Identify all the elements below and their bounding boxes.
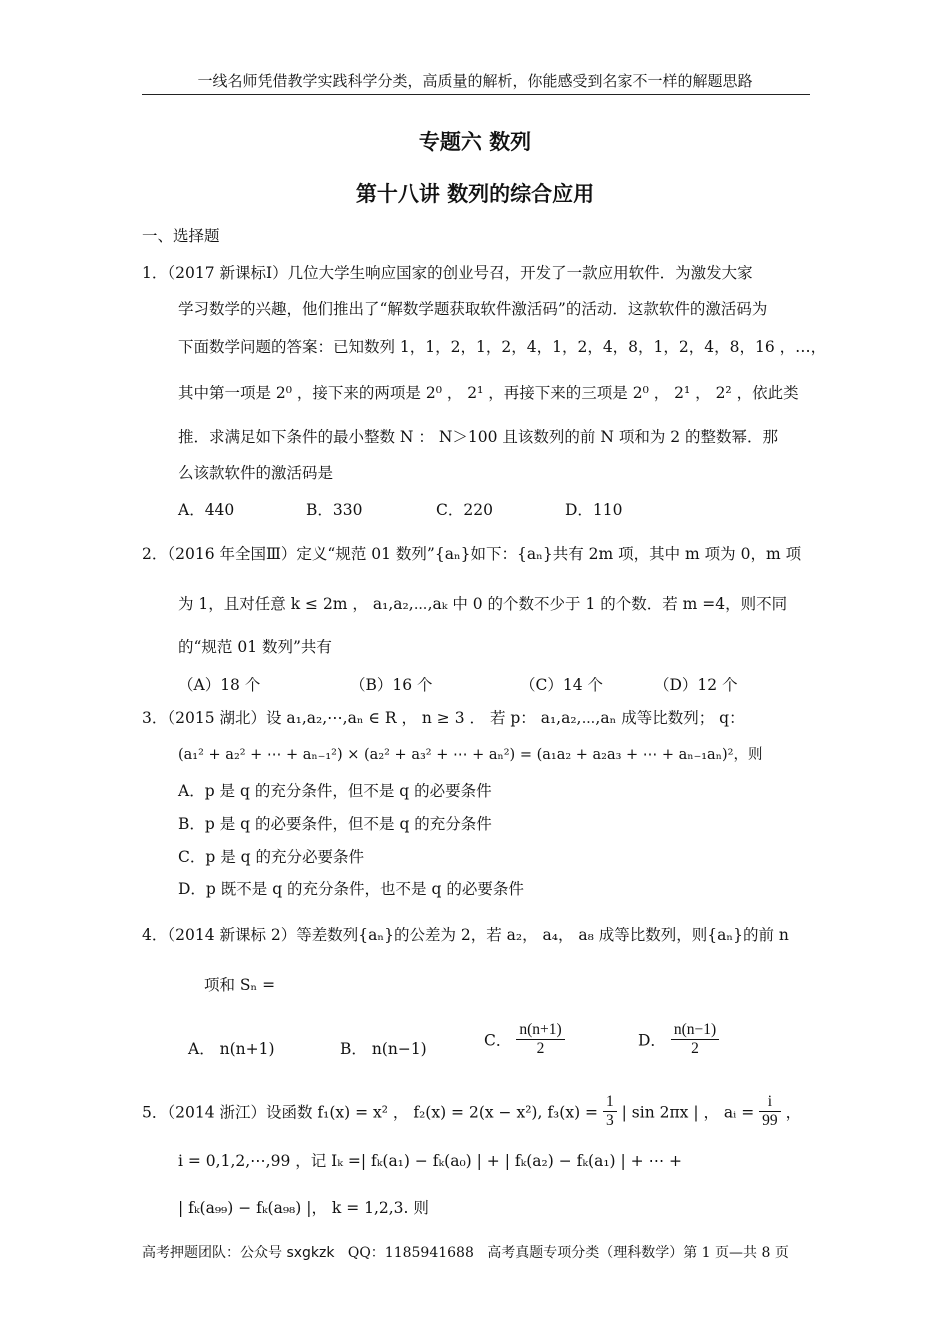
header-rule [142, 94, 810, 95]
page-header: 一线名师凭借教学实践科学分类，高质量的解析，你能感受到名家不一样的解题思路 [197, 72, 753, 90]
q4-option-c-denominator: 2 [536, 1040, 545, 1057]
q5-frac1-denominator: 3 [605, 1112, 614, 1129]
footer-account: sxgkzk [286, 1245, 335, 1261]
q5-frac1-numerator: 1 [603, 1093, 617, 1112]
q2-option-c: （C）14 个 [520, 676, 604, 694]
q1-line-2: 学习数学的兴趣，他们推出了“解数学题获取软件激活码”的活动．这款软件的激活码为 [178, 300, 768, 318]
q4-option-a: A． n(n+1) [188, 1040, 275, 1058]
q5-line-3: | fₖ(a₉₉) − fₖ(a₉₈) |， k = 1,2,3. 则 [178, 1199, 429, 1217]
q5-frac2-numerator: i [759, 1093, 781, 1112]
q1-option-c: C．220 [436, 501, 493, 519]
footer-qq-page: QQ：1185941688 高考真题专项分类（理科数学）第 1 页—共 8 页 [334, 1245, 789, 1261]
q2-line-3: 的“规范 01 数列”共有 [178, 638, 332, 656]
q4-option-b: B． n(n−1) [340, 1040, 427, 1058]
q5-fraction-i-over-99 [759, 1093, 781, 1130]
q5-line-1-part-b: | sin 2πx | ， aᵢ = [621, 1103, 755, 1122]
q1-option-a: A．440 [178, 501, 235, 519]
q4-option-d-fraction [671, 1021, 719, 1058]
q2-line-2: 为 1，且对任意 k ≤ 2m ， a₁,a₂,⋯,aₖ 中 0 的个数不少于 1 的个数．若 m =4，则不同 [178, 595, 788, 613]
q4-option-d [638, 1021, 719, 1058]
q3-line-2: (a₁² + a₂² + ⋯ + aₙ₋₁²) × (a₂² + a₃² + ⋯ + aₙ²) = (a₁a₂ + a₂a₃ + ⋯ + aₙ₋₁aₙ)²，则 [178, 747, 763, 763]
q2-line-1: 2．（2016 年全国Ⅲ）定义“规范 01 数列”{aₙ}如下：{aₙ}共有 2m 项，其中 m 项为 0，m 项 [142, 545, 802, 563]
q4-line-2: 项和 Sₙ = [204, 976, 276, 994]
q4-option-d-label: D． [638, 1031, 666, 1050]
q3-line-1: 3．（2015 湖北）设 a₁,a₂,⋯,aₙ ∈ R ， n ≥ 3 ． 若 p： a₁,a₂,⋯,aₙ 成等比数列； q： [142, 709, 745, 727]
q5-line-1 [142, 1093, 801, 1130]
q4-option-c-numerator: n(n+1) [516, 1021, 564, 1040]
q4-option-d-numerator: n(n−1) [671, 1021, 719, 1040]
topic-title: 专题六 数列 [418, 130, 532, 154]
q1-line-3: 下面数学问题的答案：已知数列 1，1，2，1，2，4，1，2，4，8，1，2，4，8，16 ，…， [178, 338, 827, 356]
q1-line-1: 1．（2017 新课标Ⅰ）几位大学生响应国家的创业号召，开发了一款应用软件．为激发大家 [142, 264, 753, 282]
q4-option-c [484, 1021, 565, 1058]
q2-option-d: （D）12 个 [654, 676, 738, 694]
q5-line-1-part-c: ， [785, 1103, 802, 1122]
q2-option-b: （B）16 个 [350, 676, 433, 694]
q4-option-d-denominator: 2 [691, 1040, 699, 1057]
q2-option-a: （A）18 个 [178, 676, 261, 694]
q4-option-c-fraction [516, 1021, 564, 1058]
q5-fraction-one-third [603, 1093, 617, 1130]
footer-team: 高考押题团队：公众号 [142, 1245, 287, 1261]
q5-line-2: i = 0,1,2,⋯,99 ，记 Iₖ =| fₖ(a₁) − fₖ(a₀) | + | fₖ(a₂) − fₖ(a₁) | + ⋯ + [178, 1152, 682, 1170]
q5-frac2-denominator: 99 [762, 1112, 778, 1129]
q1-line-5: 推．求满足如下条件的最小整数 N ： N＞100 且该数列的前 N 项和为 2 的整数幂．那 [178, 428, 779, 446]
q3-option-b: B．p 是 q 的必要条件，但不是 q 的充分条件 [178, 815, 492, 833]
q5-line-1-part-a: 5．（2014 浙江）设函数 f₁(x) = x² ， f₂(x) = 2(x − x²), f₃(x) = [142, 1103, 599, 1122]
q1-option-b: B．330 [306, 501, 363, 519]
q1-line-6: 么该款软件的激活码是 [178, 464, 334, 482]
q1-line-4: 其中第一项是 2⁰ ，接下来的两项是 2⁰ ， 2¹ ，再接下来的三项是 2⁰ ， 2¹ ， 2² ，依此类 [178, 384, 799, 402]
q1-option-d: D．110 [565, 501, 623, 519]
q3-option-c: C．p 是 q 的充分必要条件 [178, 848, 364, 866]
section-heading: 一、选择题 [142, 227, 220, 245]
page-footer [142, 1242, 789, 1262]
q4-line-1: 4．（2014 新课标 2）等差数列{aₙ}的公差为 2，若 a₂， a₄， a₈ 成等比数列，则{aₙ}的前 n [142, 926, 789, 944]
q4-option-c-label: C． [484, 1031, 512, 1050]
q3-option-d: D．p 既不是 q 的充分条件，也不是 q 的必要条件 [178, 880, 524, 898]
q3-option-a: A．p 是 q 的充分条件，但不是 q 的必要条件 [178, 782, 492, 800]
lecture-title: 第十八讲 数列的综合应用 [355, 182, 595, 206]
